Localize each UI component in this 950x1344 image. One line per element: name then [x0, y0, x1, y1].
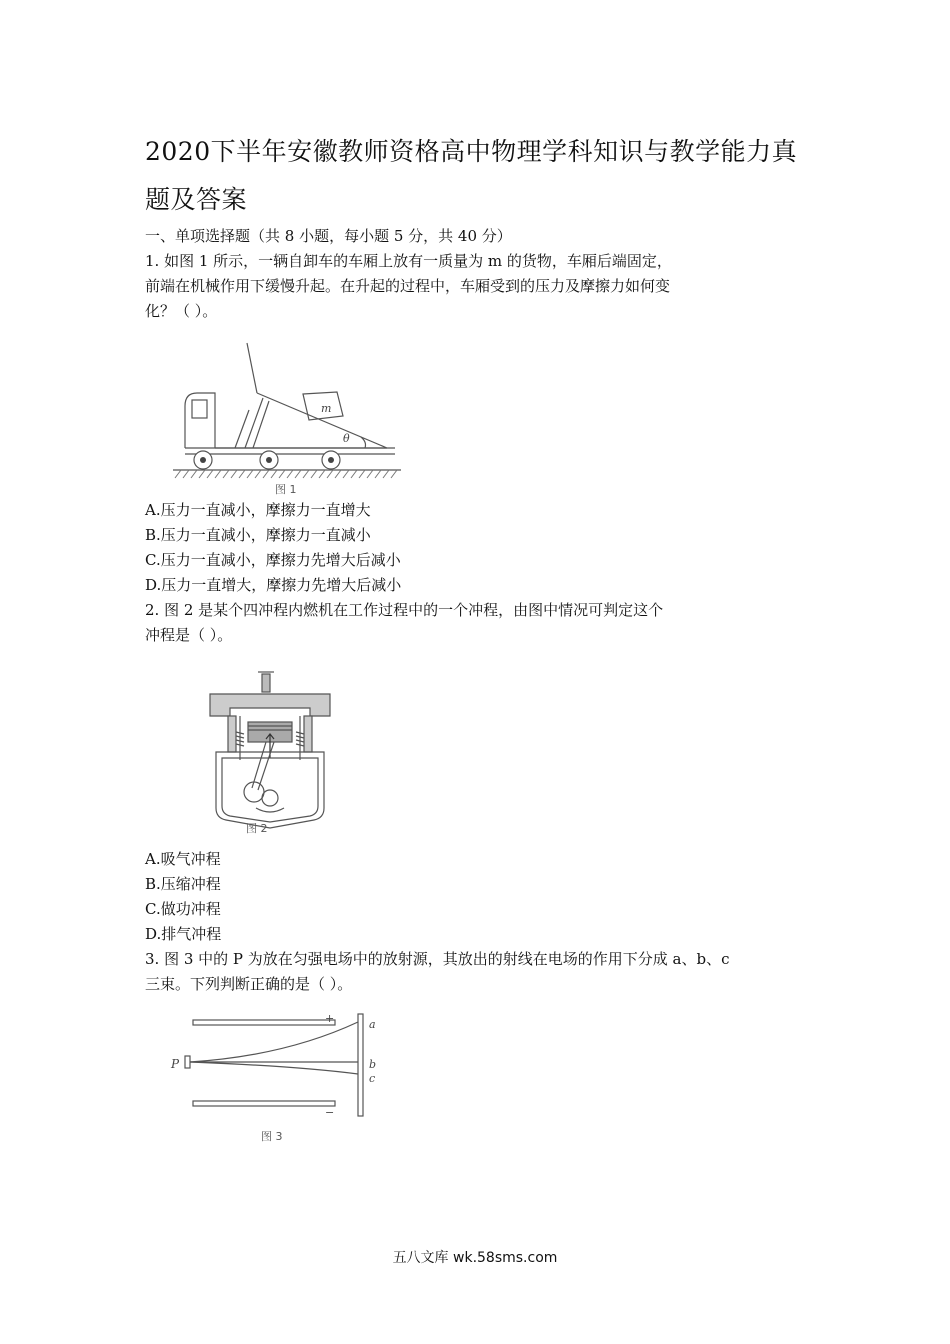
figure-3-minus-label: −: [325, 1106, 335, 1119]
page-footer: 五八文库 wk.58sms.com: [392, 1250, 558, 1266]
doc-title-line-1: 2020下半年安徽教师资格高中物理学科知识与教学能力真: [145, 137, 798, 166]
q2-option-a: A.吸气冲程: [145, 850, 221, 868]
q3-text-line-2: 三束。下列判断正确的是（ ）。: [145, 975, 353, 993]
figure-2-engine: [200, 668, 340, 838]
figure-1-angle-label: θ: [343, 432, 350, 445]
figure-2-caption: 图 2: [246, 822, 268, 835]
q2-option-d: D.排气冲程: [145, 925, 222, 943]
figure-1-mass-label: m: [321, 402, 332, 415]
q2-text-line-1: 2. 图 2 是某个四冲程内燃机在工作过程中的一个冲程，由图中情况可判定这个: [145, 601, 664, 619]
figure-3-beam-b: b: [369, 1058, 377, 1071]
doc-title-line-2: 题及答案: [145, 185, 248, 214]
q3-text-line-1: 3. 图 3 中的 P 为放在匀强电场中的放射源，其放出的射线在电场的作用下分成 a、b、c: [145, 950, 730, 968]
section-heading: 一、单项选择题（共 8 小题，每小题 5 分，共 40 分）: [145, 227, 512, 245]
figure-3-plus-label: +: [325, 1012, 335, 1025]
figure-3-caption: 图 3: [261, 1130, 283, 1143]
figure-3-electric-field: [165, 1008, 395, 1148]
q2-option-b: B.压缩冲程: [145, 875, 221, 893]
q1-text-line-1: 1. 如图 1 所示，一辆自卸车的车厢上放有一质量为 m 的货物，车厢后端固定，: [145, 252, 672, 270]
q1-option-a: A.压力一直减小，摩擦力一直增大: [145, 501, 371, 519]
q2-text-line-2: 冲程是（ ）。: [145, 626, 233, 644]
q1-option-b: B.压力一直减小，摩擦力一直减小: [145, 526, 371, 544]
q1-option-c: C.压力一直减小，摩擦力先增大后减小: [145, 551, 401, 569]
q1-text-line-3: 化？（ ）。: [145, 302, 218, 320]
q1-option-d: D.压力一直增大，摩擦力先增大后减小: [145, 576, 402, 594]
figure-1-caption: 图 1: [275, 483, 297, 496]
figure-3-beam-c: c: [369, 1072, 376, 1085]
figure-1-dump-truck: [165, 338, 415, 498]
q1-text-line-2: 前端在机械作用下缓慢升起。在升起的过程中，车厢受到的压力及摩擦力如何变: [145, 277, 671, 295]
figure-3-source-label: P: [171, 1057, 180, 1071]
figure-3-beam-a: a: [369, 1018, 376, 1031]
q2-option-c: C.做功冲程: [145, 900, 221, 918]
